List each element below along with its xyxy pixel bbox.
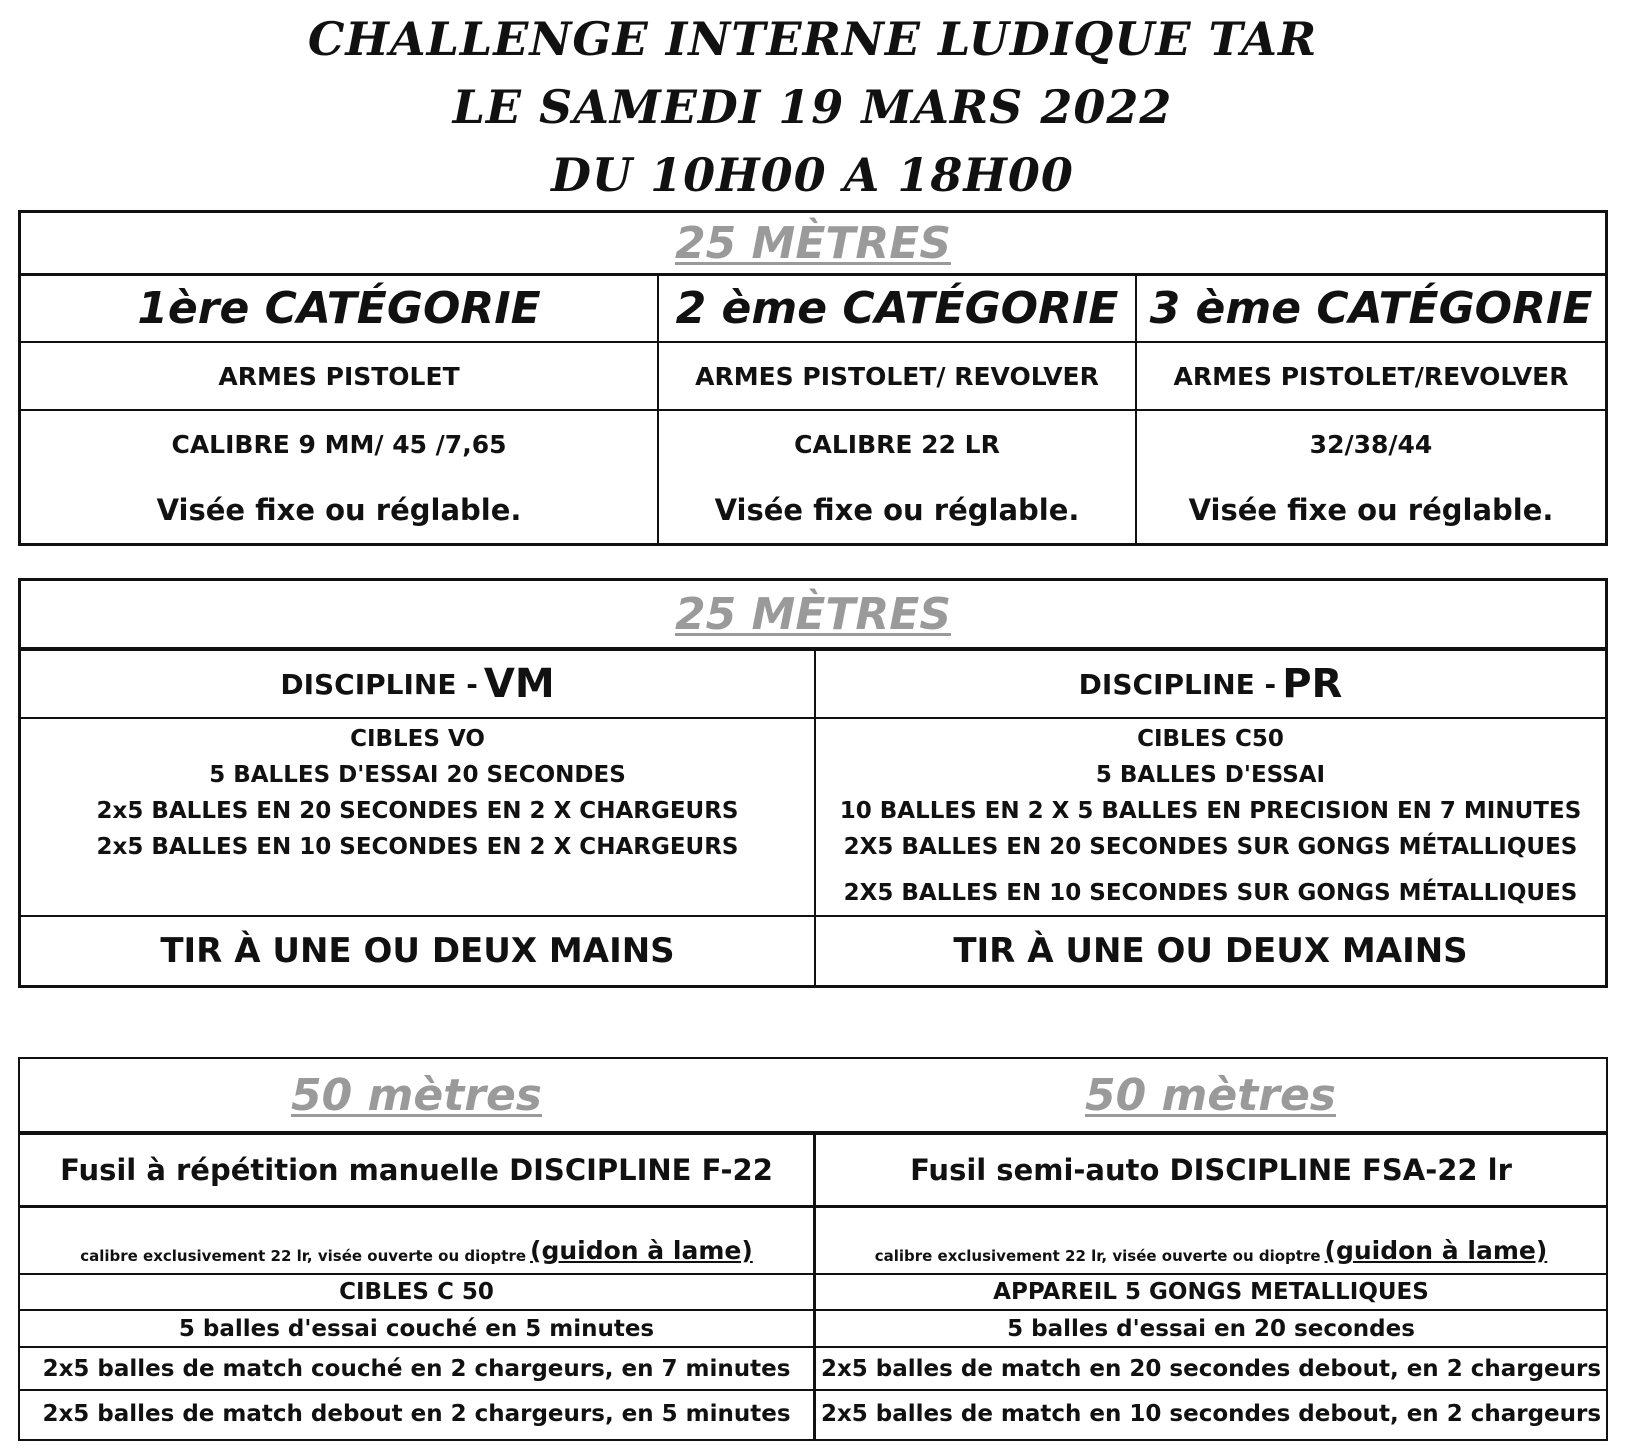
section-distance-label: 25 MÈTRES [674, 217, 952, 269]
discipline-pr-tir: TIR À UNE OU DEUX MAINS [953, 931, 1468, 971]
fusil-right-title: Fusil semi-auto DISCIPLINE FSA-22 lr [910, 1153, 1512, 1187]
rule-line: CIBLES VO [350, 726, 485, 752]
fusil-left-row: CIBLES C 50 [339, 1279, 494, 1305]
category-3-armes: ARMES PISTOLET/REVOLVER [1173, 361, 1569, 391]
section-25m-disciplines [18, 578, 1608, 988]
page-title-line1: CHALLENGE INTERNE LUDIQUE TAR [307, 12, 1318, 66]
fusil-left-calibre [20, 1208, 813, 1273]
category-3-calibre: 32/38/44 [1309, 429, 1433, 459]
fusil-left-distance: 50 mètres [290, 1069, 542, 1121]
fusil-right-row: APPAREIL 5 GONGS METALLIQUES [993, 1279, 1429, 1305]
discipline-vm-title [21, 651, 814, 717]
guidon-text: (guidon à lame) [1324, 1236, 1548, 1265]
fusil-left-row: 2x5 balles de match couché en 2 chargeurs, en 7 minutes [42, 1355, 791, 1382]
category-1-visee: Visée fixe ou réglable. [156, 493, 522, 527]
calibre-text: calibre exclusivement 22 lr, visée ouverte ou dioptre [874, 1247, 1321, 1265]
category-2-title: 2 ème CATÉGORIE [675, 283, 1119, 334]
calibre-text: calibre exclusivement 22 lr, visée ouverte ou dioptre [80, 1247, 527, 1265]
category-3-title: 3 ème CATÉGORIE [1149, 283, 1593, 334]
rule-line: 2x5 BALLES EN 20 SECONDES EN 2 X CHARGEURS [96, 798, 739, 824]
category-1-armes: ARMES PISTOLET [218, 361, 460, 391]
guidon-text: (guidon à lame) [530, 1236, 753, 1265]
section-50m-fusil [18, 1057, 1608, 1441]
discipline-code: VM [483, 661, 555, 707]
fusil-left-row: 5 balles d'essai couché en 5 minutes [178, 1315, 655, 1342]
fusil-left-row: 2x5 balles de match debout en 2 chargeurs, en 5 minutes [42, 1401, 791, 1427]
fusil-right-calibre [816, 1208, 1606, 1273]
category-1-calibre: CALIBRE 9 MM/ 45 /7,65 [171, 429, 507, 459]
fusil-left-title: Fusil à répétition manuelle DISCIPLINE F-22 [60, 1153, 773, 1187]
fusil-right-row: 2x5 balles de match en 10 secondes debout, en 2 chargeurs [820, 1401, 1602, 1427]
discipline-pr-rules [816, 721, 1605, 911]
category-2-visee: Visée fixe ou réglable. [714, 493, 1080, 527]
discipline-vm-rules [21, 721, 814, 865]
section-25m-categories [18, 210, 1608, 546]
rule-line: 5 BALLES D'ESSAI 20 SECONDES [209, 762, 626, 788]
rule-line: 2x5 BALLES EN 10 SECONDES EN 2 X CHARGEURS [96, 834, 739, 860]
section-distance-label: 25 MÈTRES [674, 588, 952, 640]
category-2-armes: ARMES PISTOLET/ REVOLVER [695, 361, 1099, 391]
discipline-code: PR [1282, 661, 1343, 707]
discipline-pr-title [816, 651, 1605, 717]
rule-line: 5 BALLES D'ESSAI [1095, 762, 1326, 788]
discipline-vm-tir: TIR À UNE OU DEUX MAINS [160, 931, 675, 971]
category-3-visee: Visée fixe ou réglable. [1188, 493, 1554, 527]
category-2-calibre: CALIBRE 22 LR [794, 429, 1000, 459]
discipline-label: DISCIPLINE - [1078, 667, 1277, 701]
fusil-right-row: 2x5 balles de match en 20 secondes debout, en 2 chargeurs [820, 1355, 1602, 1382]
rule-line: 10 BALLES EN 2 X 5 BALLES EN PRECISION EN 7 MINUTES [839, 798, 1582, 824]
fusil-right-row: 5 balles d'essai en 20 secondes [1007, 1315, 1415, 1342]
fusil-right-distance: 50 mètres [1084, 1069, 1336, 1121]
discipline-label: DISCIPLINE - [280, 667, 478, 701]
rule-line: 2X5 BALLES EN 20 SECONDES SUR GONGS MÉTALLIQUES [843, 834, 1578, 860]
rule-line: CIBLES C50 [1137, 726, 1284, 752]
page-title-line2: LE SAMEDI 19 MARS 2022 [452, 80, 1173, 134]
page-title-line3: DU 10H00 A 18H00 [551, 148, 1074, 202]
category-1-title: 1ère CATÉGORIE [137, 283, 541, 334]
rule-line: 2X5 BALLES EN 10 SECONDES SUR GONGS MÉTALLIQUES [843, 880, 1578, 906]
